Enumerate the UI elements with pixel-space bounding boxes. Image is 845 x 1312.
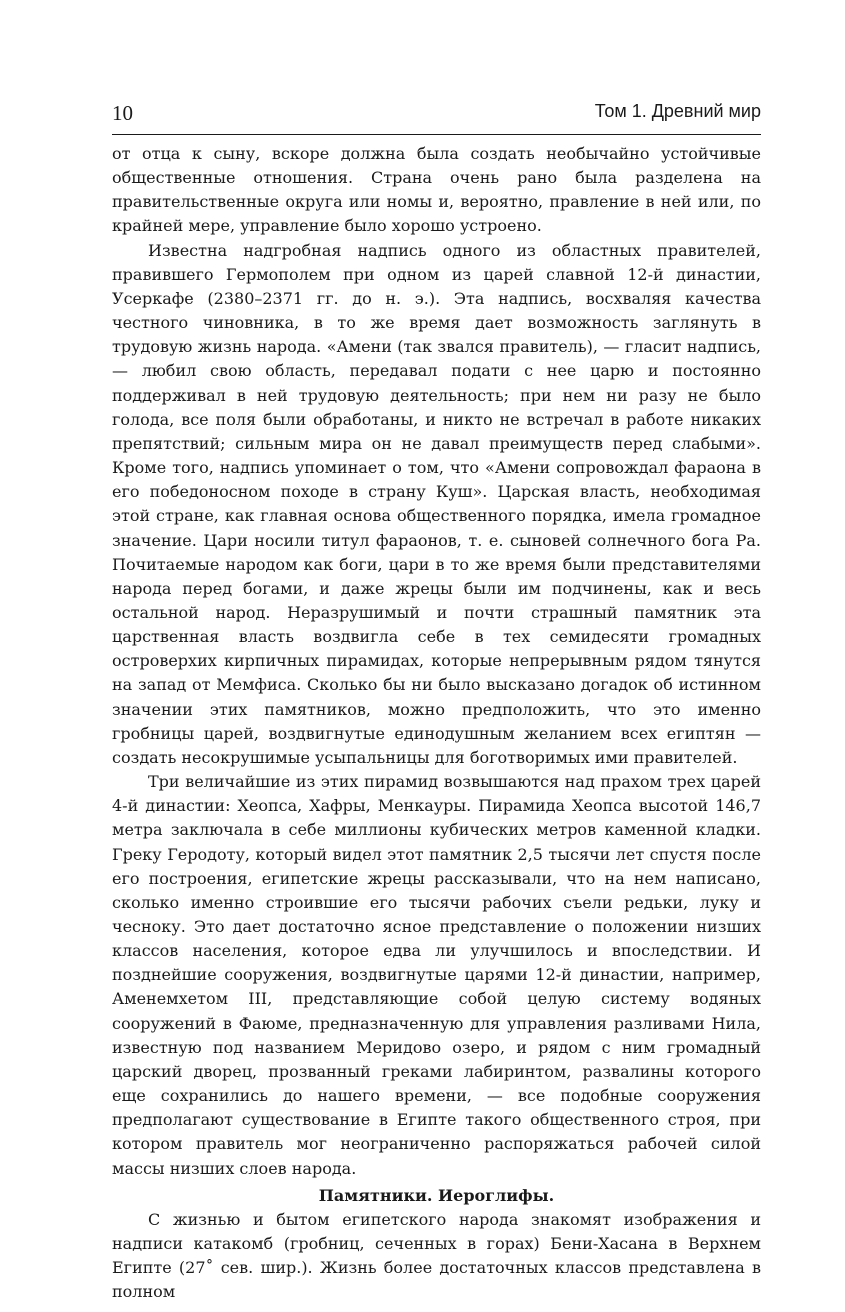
paragraph: Три величайшие из этих пирамид возвышаются над прахом трех царей 4-й династии: Хеопса, Хафры, Менкауры. Пирамида Хеопса высотой 146,7 метра заключала в себе миллионы кубических метров каменной кладки. Греку Геродоту, который видел этот памятник 2,5 тысячи лет спустя после его построения, египетские жрецы рассказывали, что на нем написано, сколько именно строившие его тысячи рабочих съели редьки, луку и чесноку. Это дает достаточно ясное представление о положении низших классов населения, которое едва ли улучшилось и впоследствии. И позднейшие сооружения, воздвигнутые царями 12-й династии, например, Аменемхетом III, представляющие собой целую систему водяных сооружений в Фаюме, предназначенную для управления разливами Нила, известную под названием Меридово озеро, и рядом с ним громадный царский дворец, прозванный греками лабиринтом, развалины которого еще сохранились до нашего времени, — все подобные сооружения предполагают существование в Египте такого общественного строя, при котором правитель мог неограниченно распоряжаться рабочей силой массы низших слоев народа. <box>112 772 761 1178</box>
running-title: Том 1. Древний мир <box>594 101 761 121</box>
header-rule <box>112 134 761 135</box>
page-number: 10 <box>112 101 133 125</box>
paragraph: С жизнью и бытом египетского народа знакомят изображения и надписи катакомб (гробниц, сеченных в горах) Бени-Хасана в Верхнем Египте (27˚ сев. шир.). Жизнь более достаточных классов представлена в полном <box>112 1209 761 1302</box>
paragraph: Известна надгробная надпись одного из областных правителей, правившего Гермополем при одном из царей славной 12-й династии, Усеркафе (2380–2371 гг. до н. э.). Эта надпись, восхваляя качества честного чиновника, в то же время дает возможность заглянуть в трудовую жизнь народа. «Амени (так звался правитель), — гласит надпись, — любил свою область, передавал подати с нее царю и постоянно поддерживал в ней трудовую деятельность; при нем ни разу не было голода, все поля были обработаны, и никто не встречал в работе никаких препятствий; сильным мира он не давал преимуществ перед слабыми». Кроме того, надпись упоминает о том, что «Амени сопровождал фараона в его победоносном походе в страну Куш». Царская власть, необходимая этой стране, как главная основа общественного порядка, имела громадное значение. Цари носили титул фараонов, т. е. сыновей солнечного бога Ра. Почитаемые народом как боги, цари в то же время были представителями народа перед богами, и даже жрецы были им подчинены, как и весь остальной народ. Неразрушимый и почти страшный памятник эта царственная власть воздвигла себе в тех семидесяти громадных островерхих кирпичных пирамидах, которые непрерывным рядом тянутся на запад от Мемфиса. Сколько бы ни было высказано догадок об истинном значении этих памятников, можно предположить, что это именно гробницы царей, воздвигнутые единодушным желанием всех египтян — создать несокрушимые усыпальницы для боготворимых ими правителей. <box>112 240 761 767</box>
section-heading: Памятники. Иероглифы. <box>318 1185 555 1205</box>
paragraph: от отца к сыну, вскоре должна была создать необычайно устойчивые общественные отношения. Страна очень рано была разделена на правительственные округа или номы и, вероятно, правление в ней или, по крайней мере, управление было хорошо устроено. <box>112 144 761 236</box>
text-body <box>112 142 761 1305</box>
